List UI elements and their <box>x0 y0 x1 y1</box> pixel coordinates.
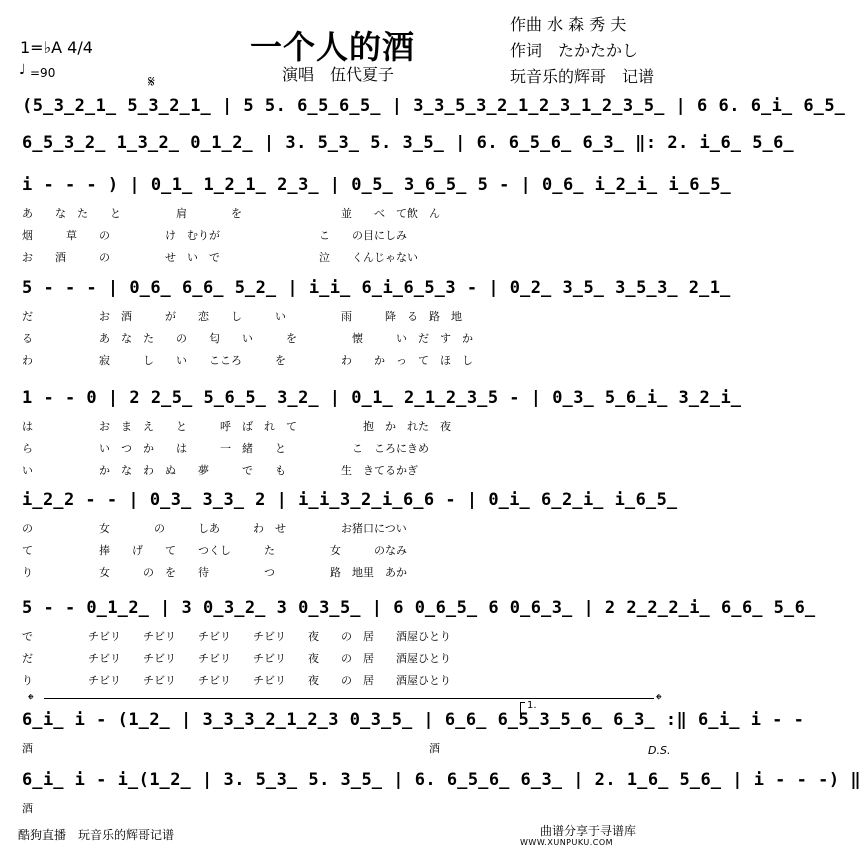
notation-row: 1 - - 0 | 2 2̲5̲ 5̲6̲5̲ 3̲2̲ | 0̲1̲ 2̲1̲2̲3̲5 - | 0̲3̲ 5̲6̲i̲ 3̲2̲i̲ <box>22 388 742 408</box>
notation-row: 6̲i̲ i - i̲(1̲2̲ | 3. 5̲3̲ 5. 3̲5̲ | 6. 6̲5̲6̲ 6̲3̲ | 2. 1̲6̲ 5̲6̲ | i - - -) ‖ <box>22 770 861 790</box>
coda-jump-line <box>44 698 654 699</box>
notation-row: 5 - - 0̲1̲2̲ | 3 0̲3̲2̲ 3 0̲3̲5̲ | 6 0̲6̲5̲ 6 0̲6̲3̲ | 2 2̲2̲2̲i̲ 6̲6̲ 5̲6̲ <box>22 598 816 618</box>
transcriber-credit: 玩音乐的辉哥 记谱 <box>510 67 655 86</box>
lyric-line: は お ま え と 呼 ば れ て 抱 か れた 夜 <box>22 420 451 433</box>
lyric-line: だ お 酒 が 恋 し い 雨 降 る 路 地 <box>22 310 462 323</box>
coda-icon: 𝄌 <box>656 690 662 709</box>
footer-left-credit: 酷狗直播 玩音乐的辉哥记谱 <box>18 828 175 842</box>
composer-credit: 作曲 水 森 秀 夫 <box>510 15 627 34</box>
notation-row: 5 - - - | 0̲6̲ 6̲6̲ 5̲2̲ | i̲i̲ 6̲i̲6̲5̲3 - | 0̲2̲ 3̲5̲ 3̲5̲3̲ 2̲1̲ <box>22 278 731 298</box>
lyric-line: い か な わ ぬ 夢 で も 生 きてるかぎ <box>22 464 418 477</box>
lyric-line: り チビリ チビリ チビリ チビリ 夜 の 居 酒屋ひとり <box>22 674 451 687</box>
key-signature: 1=♭A 4/4 <box>20 38 93 57</box>
notation-row: 6̲i̲ i - (1̲2̲ | 3̲3̲3̲2̲1̲2̲3 0̲3̲5̲ | 6̲6̲ 6̲5̲3̲5̲6̲ 6̲3̲ :‖ 6̲i̲ i - - <box>22 710 805 730</box>
tempo-marking: =90 <box>30 66 56 80</box>
lyric-line: 酒 酒 <box>22 742 440 755</box>
footer-source: 曲谱分享于寻谱库 <box>540 824 637 838</box>
lyric-line: だ チビリ チビリ チビリ チビリ 夜 の 居 酒屋ひとり <box>22 652 451 665</box>
lyric-line: わ 寂 し い こころ を わ か っ て ほ し <box>22 354 473 367</box>
song-title: 一个人的酒 <box>250 28 416 66</box>
lyric-line: お 酒 の せ い で 泣 くんじゃない <box>22 251 418 264</box>
singer-credit: 演唱 伍代夏子 <box>282 65 395 84</box>
lyric-line: る あ な た の 匂 い を 懐 い だ す か <box>22 332 473 345</box>
notation-row: i - - - ) | 0̲1̲ 1̲2̲1̲ 2̲3̲ | 0̲5̲ 3̲6̲5̲ 5 - | 0̲6̲ i̲2̲i̲ i̲6̲5̲ <box>22 175 732 195</box>
lyric-line: り 女 の を 待 つ 路 地里 あか <box>22 566 407 579</box>
ds-marking: D.S. <box>648 744 671 757</box>
volta-bracket <box>520 702 525 717</box>
lyric-line: あ な た と 肩 を 並 べ て飲 ん <box>22 207 440 220</box>
lyric-line: て 捧 げ て つくし た 女 のなみ <box>22 544 407 557</box>
notation-row: 6̲5̲3̲2̲ 1̲3̲2̲ 0̲1̲2̲ | 3. 5̲3̲ 5. 3̲5̲ | 6. 6̲5̲6̲ 6̲3̲ ‖: 2. i̲6̲ 5̲6̲ <box>22 133 795 153</box>
lyric-line: 烟 草 の け むりが こ の目にしみ <box>22 229 407 242</box>
notation-row: i̲2̲2 - - | 0̲3̲ 3̲3̲ 2 | i̲i̲3̲2̲i̲6̲6 - | 0̲i̲ 6̲2̲i̲ i̲6̲5̲ <box>22 490 678 510</box>
footer-url: WWW.XUNPUKU.COM <box>520 838 614 847</box>
volta-label: 1. <box>527 700 537 711</box>
coda-icon: 𝄌 <box>28 690 34 709</box>
lyric-line: の 女 の しあ わ せ お猪口につい <box>22 522 407 535</box>
segno-icon: 𝄋 <box>148 72 155 91</box>
lyric-line: 酒 <box>22 802 33 815</box>
notation-row: (5̲3̲2̲1̲ 5̲3̲2̲1̲ | 5 5. 6̲5̲6̲5̲ | 3̲3̲5̲3̲2̲1̲2̲3̲1̲2̲3̲5̲ | 6 6. 6̲i̲ 6̲5̲ <box>22 96 846 116</box>
lyric-line: で チビリ チビリ チビリ チビリ 夜 の 居 酒屋ひとり <box>22 630 451 643</box>
quarter-note-icon: ♩ <box>19 62 26 78</box>
lyric-line: ら い つ か は 一 緒 と こ ころにきめ <box>22 442 429 455</box>
lyricist-credit: 作词 たかたかし <box>510 41 639 60</box>
